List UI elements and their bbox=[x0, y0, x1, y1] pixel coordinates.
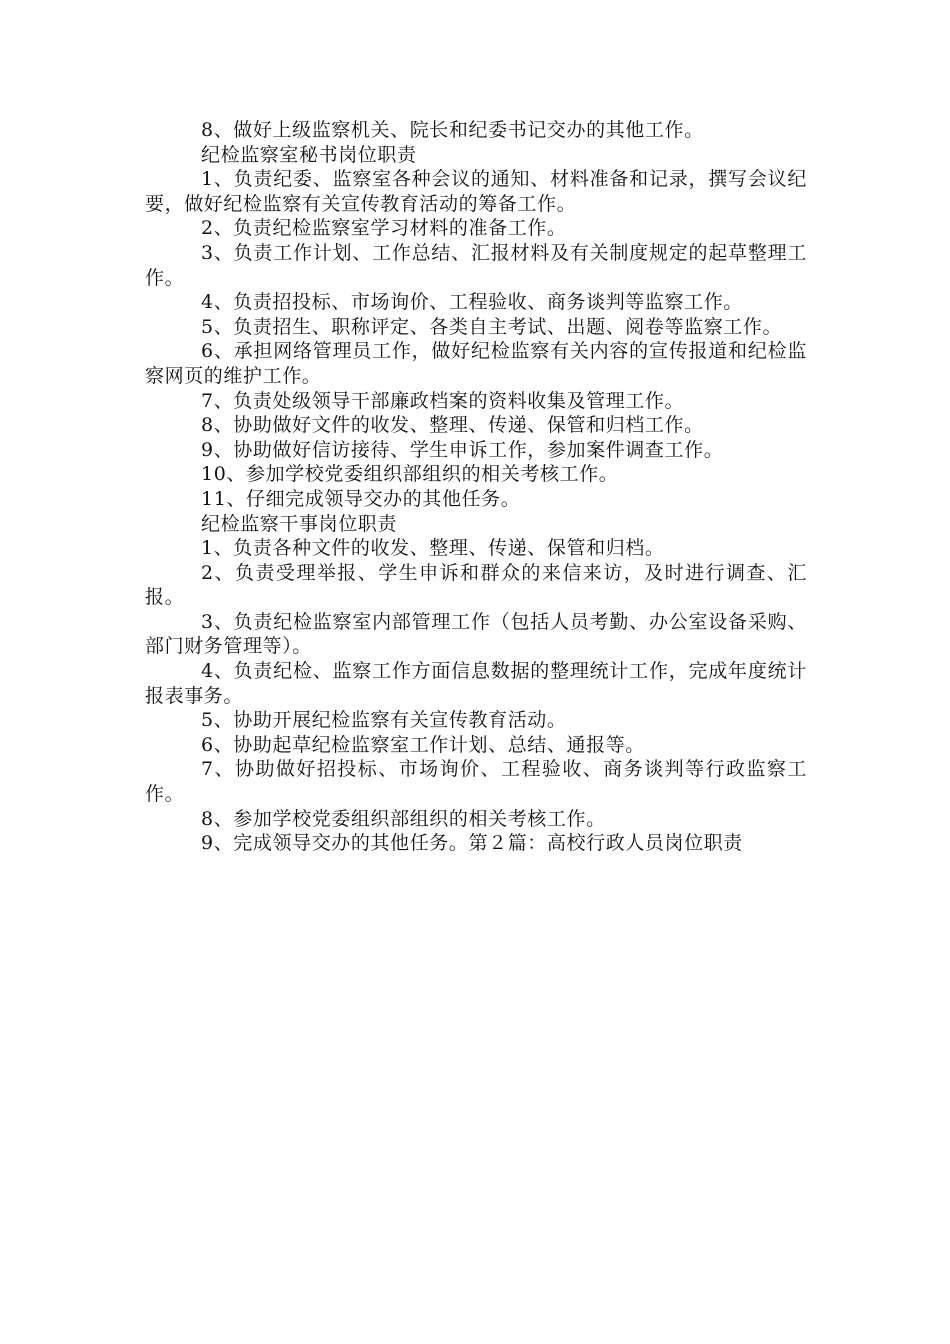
section-heading-clerk: 纪检监察干事岗位职责 bbox=[201, 512, 398, 535]
paragraph: 7、负责处级领导干部廉政档案的资料收集及管理工作。 bbox=[201, 389, 685, 412]
paragraph: 6、承担网络管理员工作，做好纪检监察有关内容的宣传报道和纪检监察网页的维护工作。 bbox=[145, 340, 807, 387]
paragraph: 9、协助做好信访接待、学生申诉工作，参加案件调查工作。 bbox=[201, 438, 724, 461]
paragraph: 5、负责招生、职称评定、各类自主考试、出题、阅卷等监察工作。 bbox=[201, 315, 783, 338]
paragraph: 5、协助开展纪检监察有关宣传教育活动。 bbox=[201, 709, 567, 732]
paragraph: 7、协助做好招投标、市场询价、工程验收、商务谈判等行政监察工作。 bbox=[145, 758, 807, 806]
paragraph: 3、负责工作计划、工作总结、汇报材料及有关制度规定的起草整理工作。 bbox=[145, 241, 807, 289]
paragraph: 1、负责各种文件的收发、整理、传递、保管和归档。 bbox=[201, 537, 665, 560]
paragraph: 11、仔细完成领导交办的其他任务。 bbox=[201, 487, 521, 510]
paragraph: 6、协助起草纪检监察室工作计划、总结、通报等。 bbox=[201, 733, 645, 756]
paragraph: 2、负责纪检监察室学习材料的准备工作。 bbox=[201, 217, 567, 240]
paragraph: 4、负责招投标、市场询价、工程验收、商务谈判等监察工作。 bbox=[201, 291, 743, 314]
paragraph: 10、参加学校党委组织部组织的相关考核工作。 bbox=[201, 463, 619, 486]
document-body bbox=[145, 118, 807, 856]
paragraph: 8、做好上级监察机关、院长和纪委书记交办的其他工作。 bbox=[201, 119, 704, 141]
paragraph: 4、负责纪检、监察工作方面信息数据的整理统计工作，完成年度统计报表事务。 bbox=[145, 660, 807, 707]
paragraph: 9、完成领导交办的其他任务。第２篇：高校行政人员岗位职责 bbox=[201, 832, 743, 855]
section-heading-secretary: 纪检监察室秘书岗位职责 bbox=[201, 143, 417, 166]
paragraph: 8、协助做好文件的收发、整理、传递、保管和归档工作。 bbox=[201, 414, 704, 437]
paragraph: 8、参加学校党委组织部组织的相关考核工作。 bbox=[201, 807, 606, 830]
paragraph: 3、负责纪检监察室内部管理工作（包括人员考勤、办公室设备采购、部门财务管理等）。 bbox=[145, 610, 807, 658]
paragraph: 2、负责受理举报、学生申诉和群众的来信来访，及时进行调查、汇报。 bbox=[145, 561, 807, 609]
paragraph: 1、负责纪委、监察室各种会议的通知、材料准备和记录，撰写会议纪要，做好纪检监察有关宣传教育活动的筹备工作。 bbox=[145, 168, 807, 215]
